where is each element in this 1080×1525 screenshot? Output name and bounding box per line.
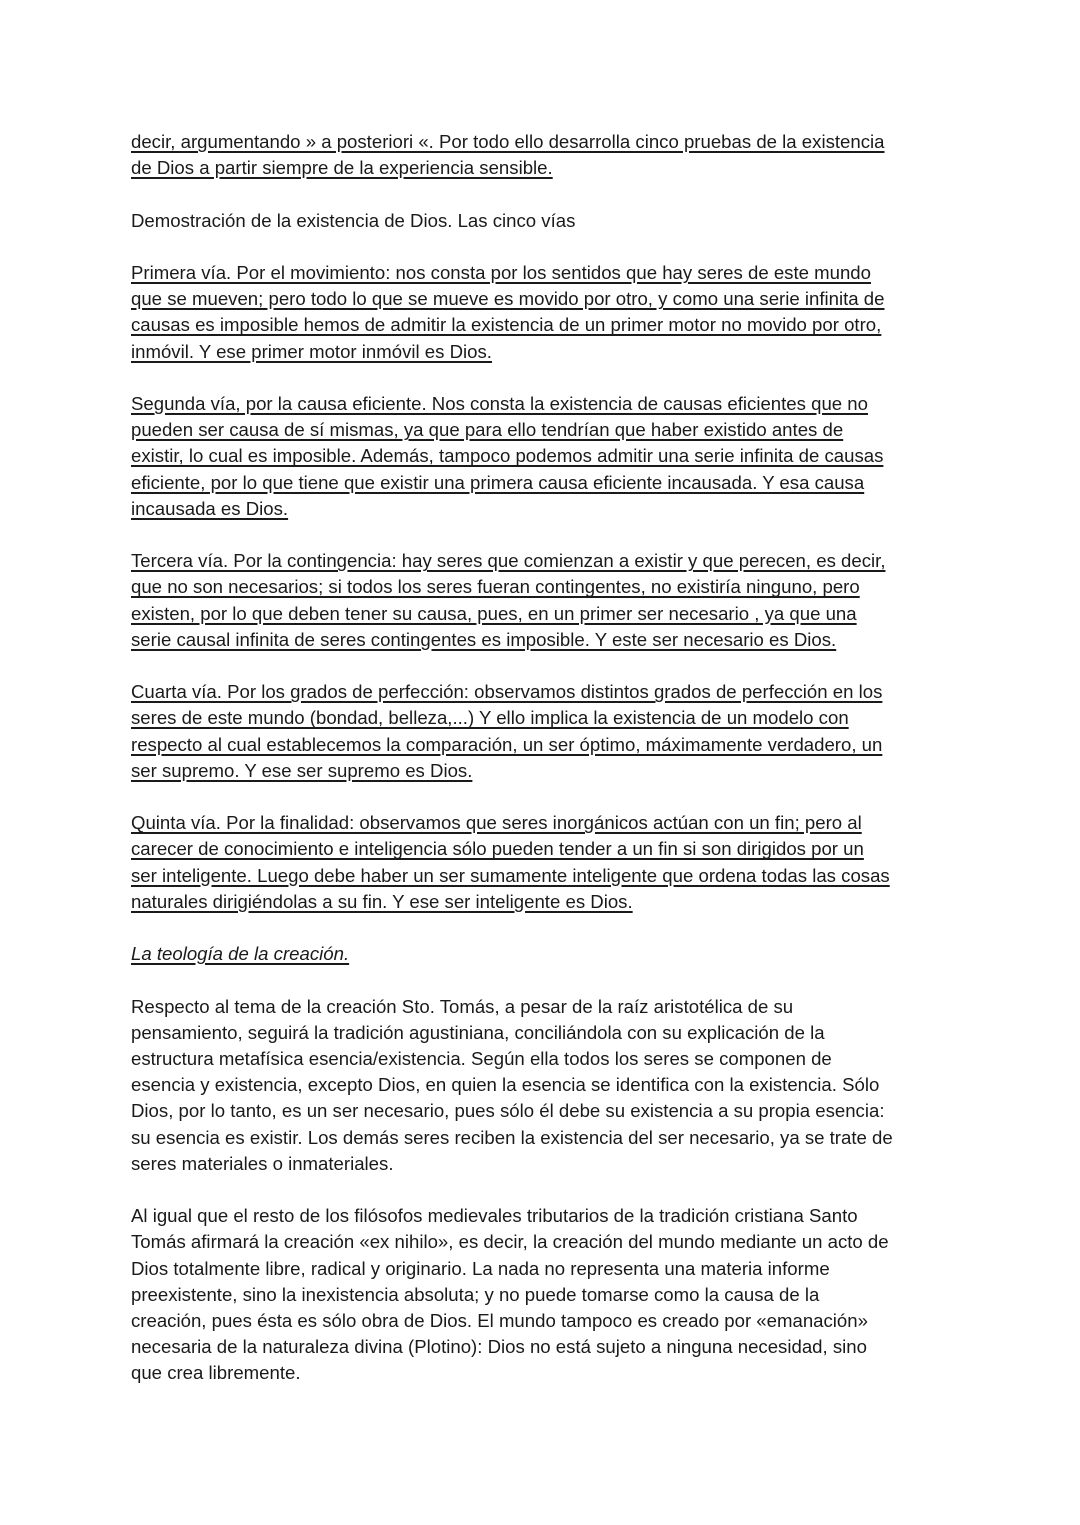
- text-line: Segunda vía, por la causa eficiente. Nos consta la existencia de causas eficientes que no: [131, 392, 868, 414]
- text-line: esencia y existencia, excepto Dios, en quien la esencia se identifica con la existencia. Sólo: [131, 1074, 880, 1096]
- via-paragraph-3: [131, 548, 970, 653]
- text-line: Dios, por lo tanto, es un ser necesario, pues sólo él debe su existencia a su propia esencia:: [131, 1100, 885, 1122]
- via-paragraph-5: [131, 810, 970, 915]
- text-line: carecer de conocimiento e inteligencia sólo pueden tender a un fin si son dirigidos por un: [131, 838, 864, 860]
- via-paragraph-2: [131, 391, 970, 522]
- text-line: Quinta vía. Por la finalidad: observamos que seres inorgánicos actúan con un fin; pero al: [131, 812, 862, 834]
- text-line: decir, argumentando » a posteriori «. Por todo ello desarrolla cinco pruebas de la existencia: [131, 131, 885, 152]
- text-line: causas es imposible hemos de admitir la existencia de un primer motor no movido por otro,: [131, 314, 882, 336]
- via-paragraph-1: [131, 260, 970, 365]
- text-line: inmóvil. Y ese primer motor inmóvil es Dios.: [131, 340, 492, 362]
- text-line: ser inteligente. Luego debe haber un ser sumamente inteligente que ordena todas las cosas: [131, 864, 890, 886]
- text-line: que no son necesarios; si todos los seres fueran contingentes, no existiría ninguno, pero: [131, 576, 860, 598]
- text-line: Respecto al tema de la creación Sto. Tomás, a pesar de la raíz aristotélica de su: [131, 995, 794, 1017]
- text-line: que crea libremente.: [131, 1362, 301, 1384]
- text-line: eficiente, por lo que tiene que existir una primera causa eficiente incausada. Y esa causa: [131, 471, 865, 493]
- text-line: Al igual que el resto de los filósofos medievales tributarios de la tradición cristiana Santo: [131, 1205, 858, 1227]
- text-line: pensamiento, seguirá la tradición agustiniana, conciliándola con su explicación de la: [131, 1021, 825, 1043]
- text-line: creación, pues ésta es sólo obra de Dios. El mundo tampoco es creado por «emanación»: [131, 1310, 868, 1331]
- creation-heading: La teología de la creación.: [131, 943, 350, 965]
- text-line: existen, por lo que deben tener su causa, pues, en un primer ser necesario , ya que una: [131, 602, 857, 624]
- text-line: serie causal infinita de seres contingentes es imposible. Y este ser necesario es Dios.: [131, 628, 837, 650]
- text-line: estructura metafísica esencia/existencia. Según ella todos los seres se componen de: [131, 1047, 832, 1069]
- text-line: seres materiales o inmateriales.: [131, 1152, 394, 1174]
- text-line: su esencia es existir. Los demás seres reciben la existencia del ser necesario, ya se trate de: [131, 1126, 893, 1148]
- text-line: seres de este mundo (bondad, belleza,...) Y ello implica la existencia de un modelo con: [131, 707, 849, 729]
- via-paragraph-4: [131, 679, 970, 784]
- intro-paragraph: [131, 129, 970, 181]
- text-line: Tomás afirmará la creación «ex nihilo», es decir, la creación del mundo mediante un acto de: [131, 1231, 889, 1253]
- text-line: de Dios a partir siempre de la experiencia sensible.: [131, 157, 553, 179]
- text-line: Tercera vía. Por la contingencia: hay seres que comienzan a existir y que perecen, es decir,: [131, 550, 886, 572]
- creation-paragraph-1: [131, 994, 970, 1177]
- text-line: ser supremo. Y ese ser supremo es Dios.: [131, 759, 473, 781]
- section-title: Demostración de la existencia de Dios. Las cinco vías: [131, 209, 576, 231]
- text-line: Cuarta vía. Por los grados de perfección: observamos distintos grados de perfección en los: [131, 681, 883, 703]
- creation-paragraph-2: [131, 1203, 970, 1386]
- text-line: que se mueven; pero todo lo que se mueve es movido por otro, y como una serie infinita de: [131, 288, 885, 310]
- text-line: pueden ser causa de sí mismas, ya que para ello tendrían que haber existido antes de: [131, 419, 844, 441]
- text-line: naturales dirigiéndolas a su fin. Y ese ser inteligente es Dios.: [131, 890, 633, 912]
- text-line: Dios totalmente libre, radical y originario. La nada no representa una materia informe: [131, 1257, 830, 1279]
- text-line: respecto al cual establecemos la comparación, un ser óptimo, máximamente verdadero, un: [131, 733, 883, 755]
- text-line: Primera vía. Por el movimiento: nos consta por los sentidos que hay seres de este mundo: [131, 261, 871, 283]
- text-line: preexistente, sino la inexistencia absoluta; y no puede tomarse como la causa de la: [131, 1283, 820, 1305]
- text-line: incausada es Dios.: [131, 497, 289, 519]
- text-line: necesaria de la naturaleza divina (Plotino): Dios no está sujeto a ninguna necesidad, sino: [131, 1336, 867, 1358]
- text-line: existir, lo cual es imposible. Además, tampoco podemos admitir una serie infinita de causas: [131, 445, 884, 467]
